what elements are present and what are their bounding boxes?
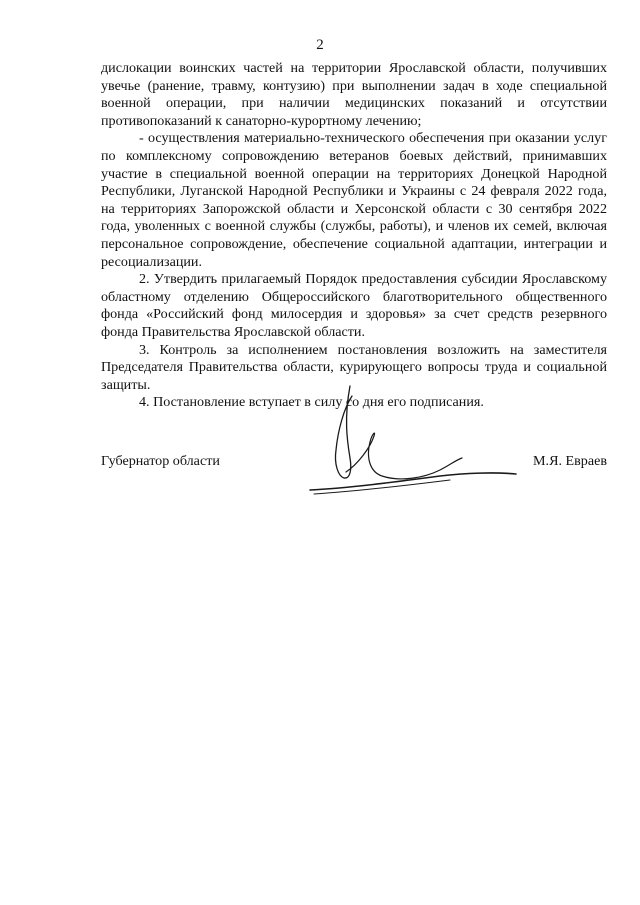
paragraph-approve-procedure: 2. Утвердить прилагаемый Порядок предоставления субсидии Ярославскому областному отделению Общероссийского благотворительного общественного фонда «Российский фонд милосердия и здоровья» за счет средств резервного фонда Правительства Ярославской области. [101, 271, 607, 340]
paragraph-continuation: дислокации воинских частей на территории Ярославской области, получивших увечье (ранение, травму, контузию) при выполнении задач в ходе специальной военной операции, при наличии медицинских показаний и отсутствии противопоказаний к санаторно-курортному лечению; [101, 60, 607, 129]
document-body [101, 60, 607, 412]
signatory-name: М.Я. Евраев [533, 453, 607, 469]
signature-block [101, 453, 607, 473]
paragraph-material-support: - осуществления материально-технического обеспечения при оказании услуг по комплексному сопровождению ветеранов боевых действий, принимавших участие в специальной военной операции на территориях Донецкой Народной Республики, Луганской Народной Республики и Украины с 24 февраля 2022 года, на территориях Запорожской области и Херсонской области с 30 сентября 2022 года, уволенных с военной службы (службы, работы), и членов их семей, включая персональное сопровождение, обеспечение социальной адаптации, интеграции и ресоциализации. [101, 130, 607, 270]
page-number: 2 [316, 37, 324, 53]
handwritten-signature [300, 378, 520, 508]
paragraph-control: 3. Контроль за исполнением постановления возложить на заместителя Председателя Правительства области, курирующего вопросы труда и социальной защиты. [101, 341, 607, 393]
signatory-title: Губернатор области [101, 453, 220, 469]
paragraph-entry-into-force: 4. Постановление вступает в силу со дня его подписания. [139, 394, 484, 411]
